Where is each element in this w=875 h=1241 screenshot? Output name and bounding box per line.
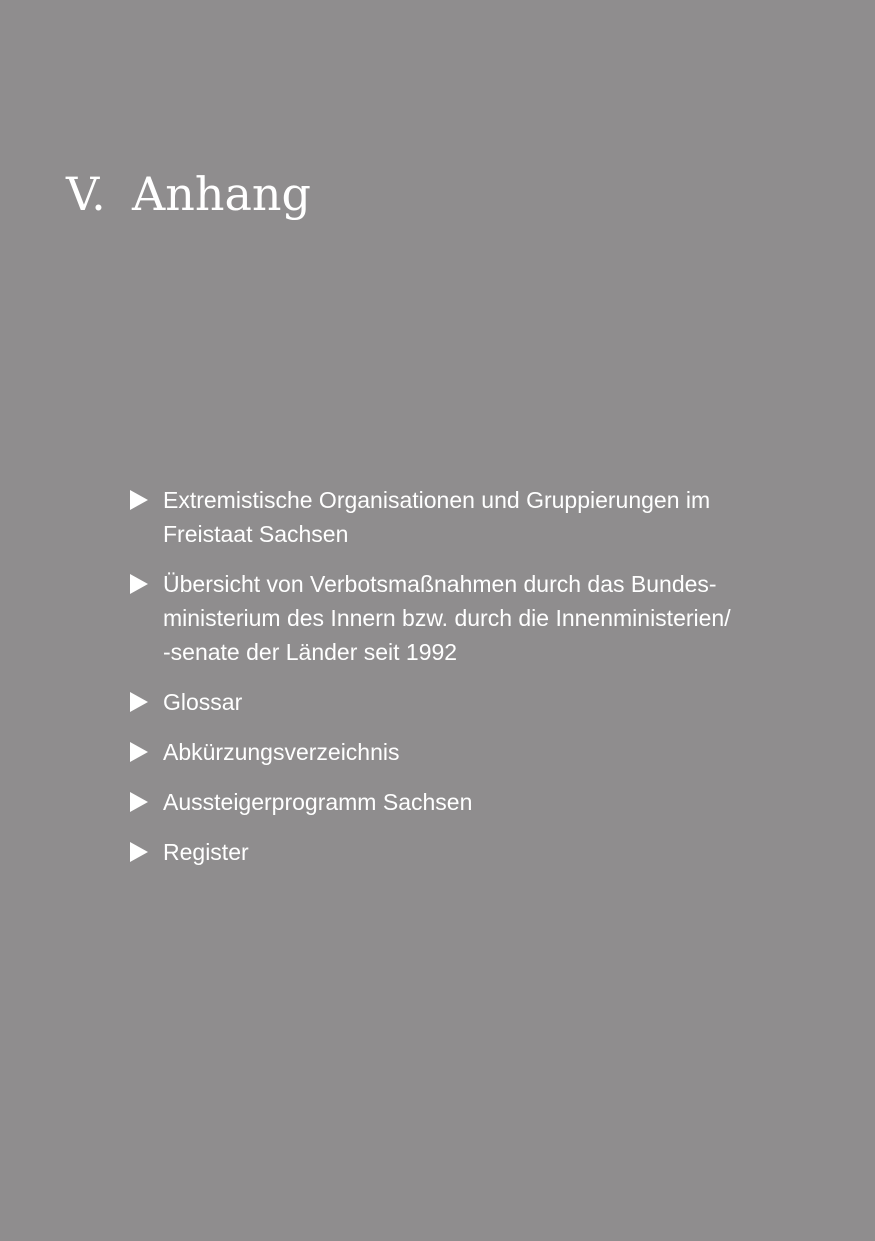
triangle-right-icon xyxy=(130,792,148,812)
toc-item-glossary[interactable] xyxy=(130,685,810,719)
triangle-right-icon xyxy=(130,842,148,862)
table-of-contents xyxy=(130,483,810,885)
section-number: V. xyxy=(66,167,106,221)
section-title xyxy=(66,166,311,222)
toc-item-prohibition-measures[interactable] xyxy=(130,567,810,669)
toc-item-label: Abkürzungsverzeichnis xyxy=(163,739,400,765)
toc-item-label: Aussteigerprogramm Sachsen xyxy=(163,789,473,815)
triangle-right-icon xyxy=(130,742,148,762)
triangle-right-icon xyxy=(130,490,148,510)
triangle-right-icon xyxy=(130,692,148,712)
toc-item-exit-program[interactable] xyxy=(130,785,810,819)
toc-item-extremist-organisations[interactable] xyxy=(130,483,810,551)
toc-item-label: Extremistische Organisationen und Gruppierungen im Freistaat Sachsen xyxy=(163,487,711,547)
section-heading: Anhang xyxy=(132,167,311,221)
toc-item-register[interactable] xyxy=(130,835,810,869)
toc-item-label: Übersicht von Verbotsmaßnahmen durch das Bundes- ministerium des Innern bzw. durch die Innenministerien/ -senate der Länder seit 1992 xyxy=(163,571,731,665)
toc-item-label: Glossar xyxy=(163,689,243,715)
toc-item-label: Register xyxy=(163,839,249,865)
toc-item-abbreviations[interactable] xyxy=(130,735,810,769)
triangle-right-icon xyxy=(130,574,148,594)
